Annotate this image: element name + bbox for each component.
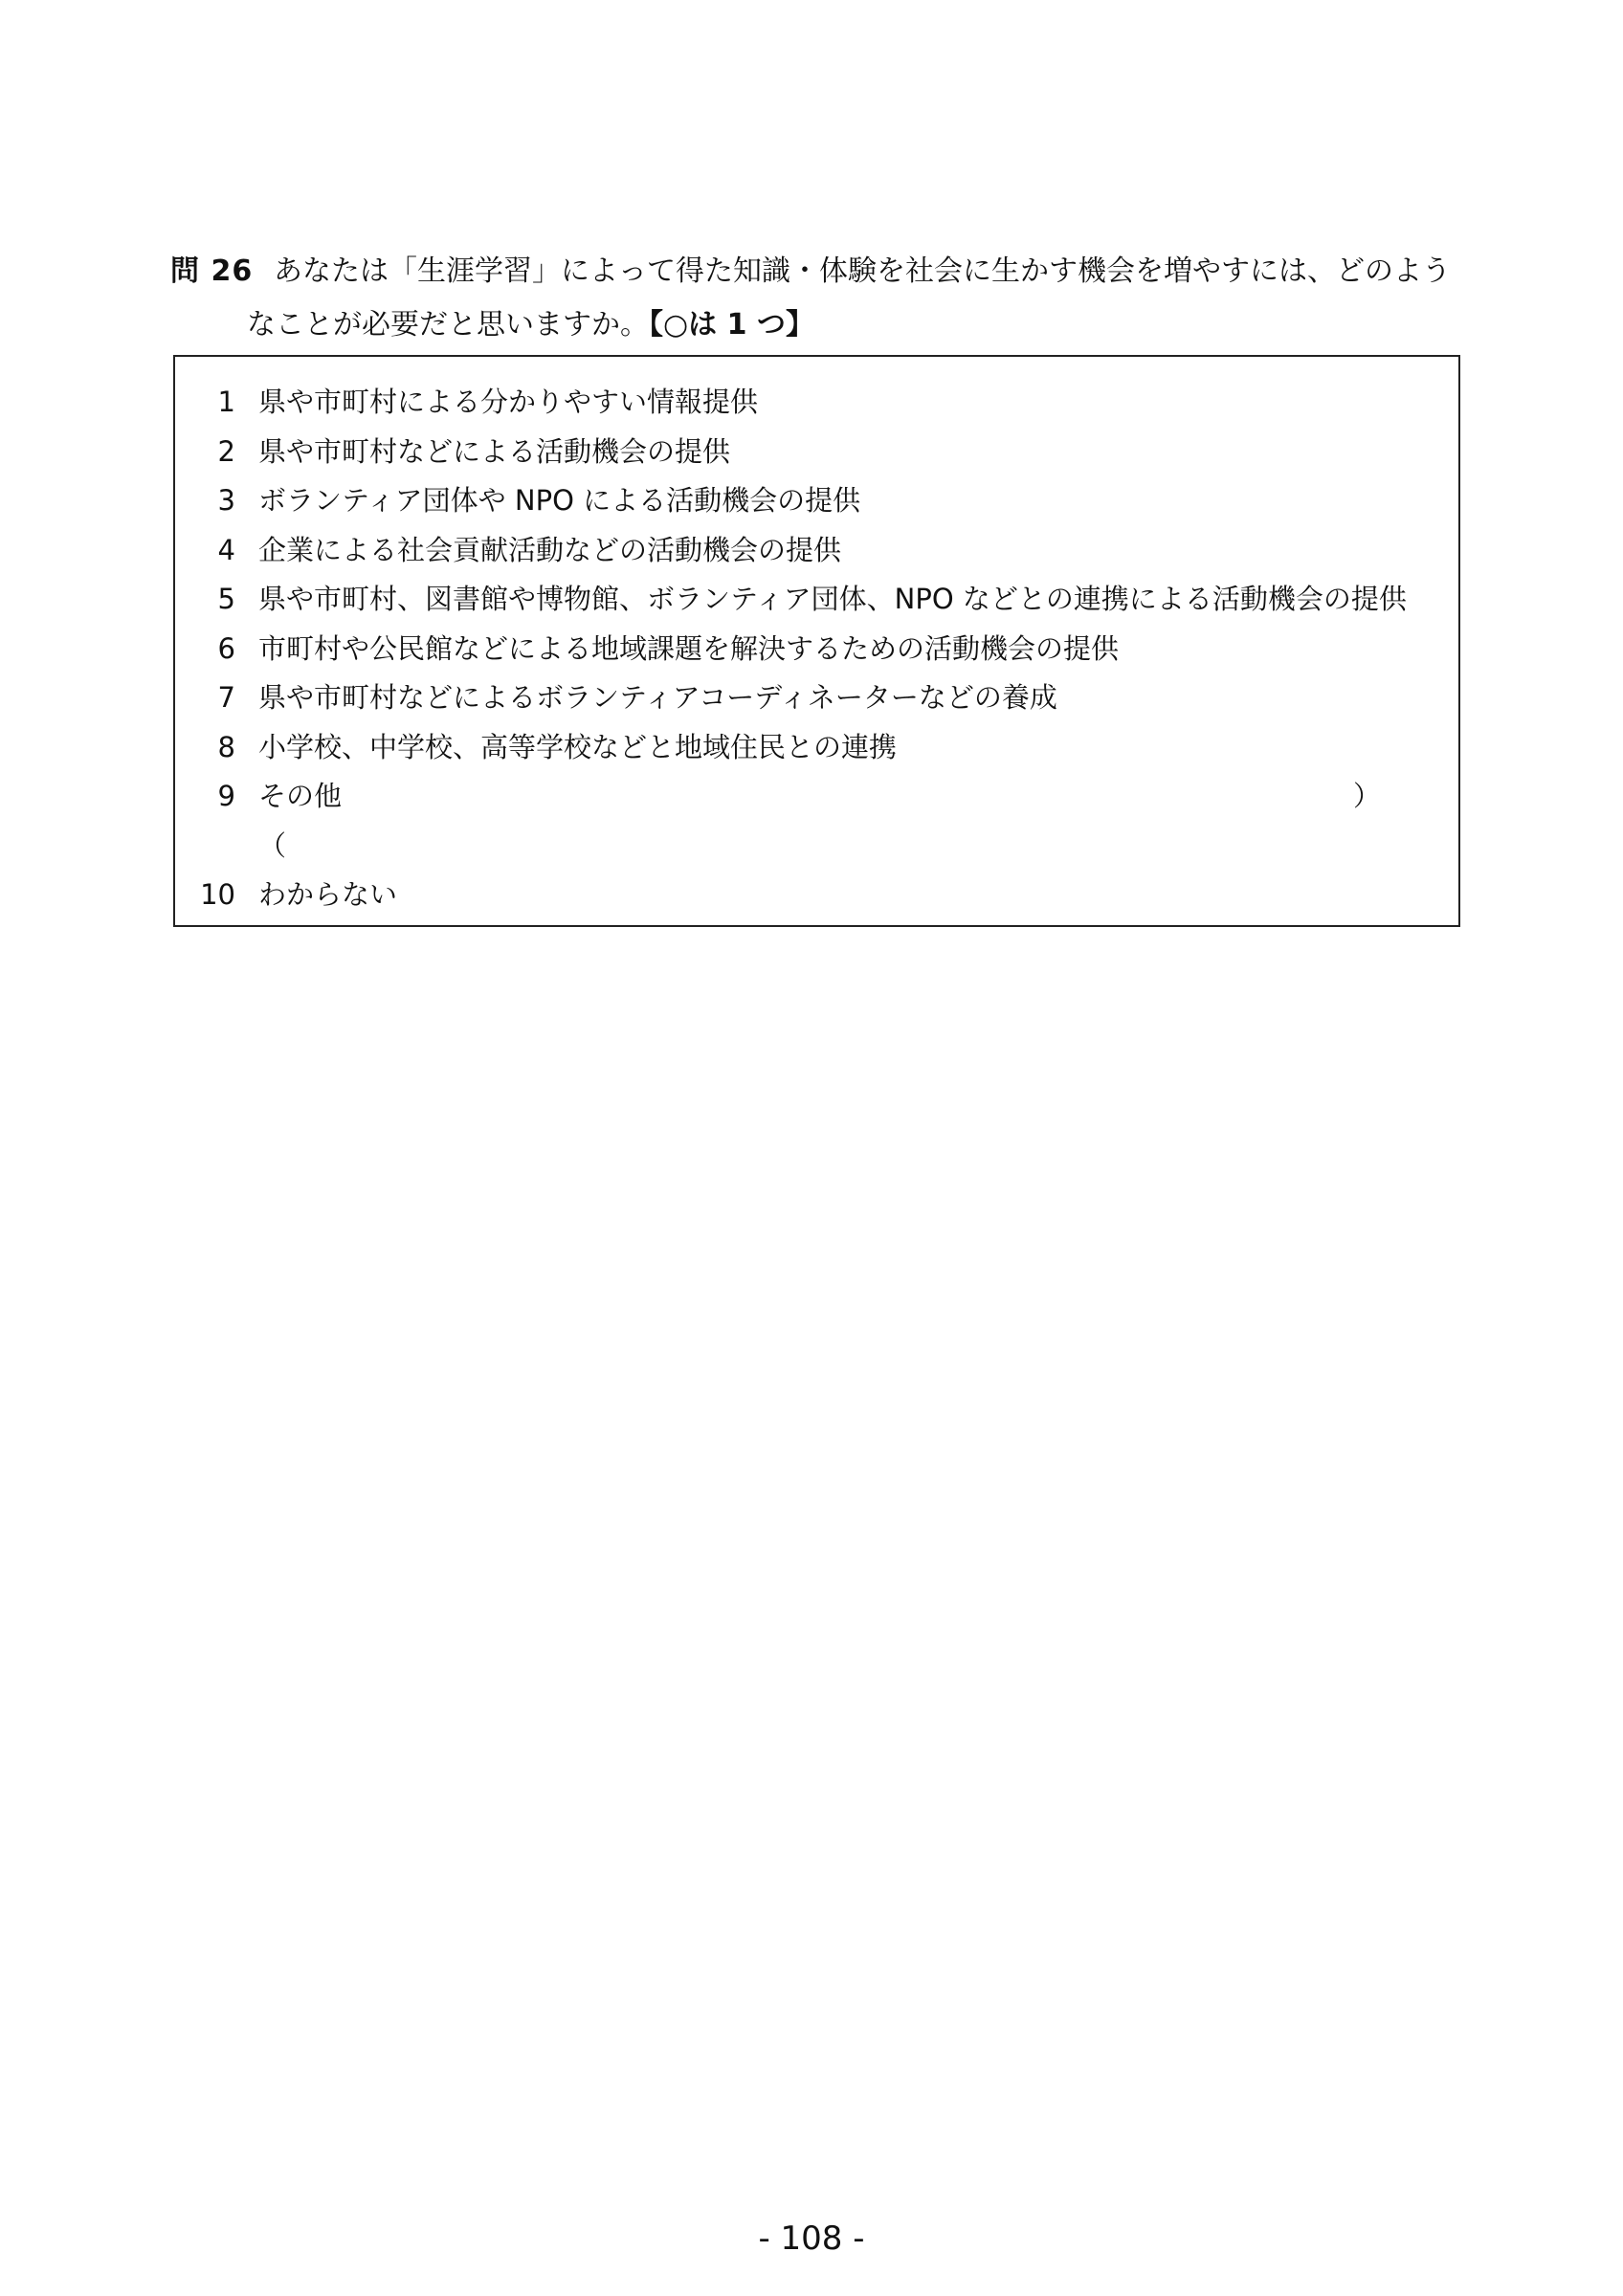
option-text: 県や市町村などによるボランティアコーディネーターなどの養成	[258, 681, 1057, 714]
option-4[interactable]	[175, 526, 1458, 576]
question-line-2	[170, 298, 1472, 352]
option-text: 市町村や公民館などによる地域課題を解決するための活動機会の提供	[258, 631, 1120, 665]
option-number: 3	[217, 484, 235, 517]
options-box	[173, 355, 1460, 927]
option-3[interactable]	[175, 476, 1458, 526]
option-number: 1	[217, 386, 235, 418]
option-1[interactable]	[175, 378, 1458, 428]
option-7[interactable]	[175, 673, 1458, 723]
option-number: 5	[217, 583, 235, 615]
option-text: 企業による社会貢献活動などの活動機会の提供	[258, 533, 842, 566]
option-number: 9	[217, 780, 235, 812]
option-number: 8	[217, 730, 235, 763]
question-line-1	[170, 245, 1472, 298]
option-number: 4	[217, 533, 235, 566]
option-number: 10	[200, 878, 235, 911]
option-text: 小学校、中学校、高等学校などと地域住民との連携	[258, 730, 898, 763]
option-9-other[interactable]	[175, 772, 1458, 871]
option-5[interactable]	[175, 575, 1458, 625]
page-number: - 108 -	[758, 2219, 865, 2258]
other-label: その他（	[258, 780, 343, 862]
other-close-paren: ）	[1353, 780, 1382, 812]
option-8[interactable]	[175, 723, 1458, 773]
answer-instruction: 【○は 1 つ】	[649, 308, 814, 342]
option-text: 県や市町村、図書館や博物館、ボランティア団体、NPO などとの連携による活動機会の提供	[258, 583, 1407, 615]
question-text-line-2: なことが必要だと思いますか。	[247, 308, 649, 342]
option-text: ボランティア団体や NPO による活動機会の提供	[258, 484, 861, 517]
option-number: 7	[217, 681, 235, 714]
option-6[interactable]	[175, 625, 1458, 674]
option-2[interactable]	[175, 428, 1458, 477]
option-number: 6	[217, 631, 235, 665]
option-text	[258, 772, 1458, 871]
question-text-line-1: あなたは「生涯学習」によって得た知識・体験を社会に生かす機会を増やすには、どのよう	[274, 254, 1451, 288]
option-text: 県や市町村などによる活動機会の提供	[258, 434, 731, 468]
option-10[interactable]	[175, 871, 1458, 920]
other-write-in-area[interactable]	[364, 772, 1353, 871]
option-text: わからない	[258, 878, 398, 911]
question-block	[170, 245, 1472, 352]
question-number: 問 26	[170, 254, 254, 288]
option-text: 県や市町村による分かりやすい情報提供	[258, 386, 759, 418]
option-number: 2	[217, 434, 235, 468]
